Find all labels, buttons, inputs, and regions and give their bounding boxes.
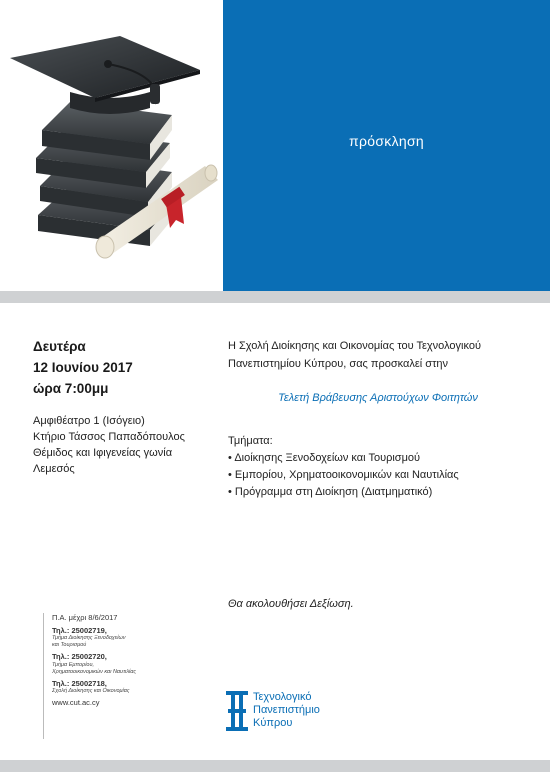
divider-band [0, 291, 550, 303]
venue-line: Θέμιδος και Ιφιγενείας γωνία [33, 447, 173, 459]
event-datetime [33, 336, 133, 399]
department-item: • Πρόγραμμα στη Διοίκηση (Διατμηματικό) [228, 484, 459, 501]
footer-band [0, 760, 550, 772]
logo-text [253, 691, 320, 730]
venue-address [33, 413, 185, 477]
department-item: • Εμπορίου, Χρηματοοικονομικών και Ναυτιλίας [228, 467, 459, 484]
event-time: ώρα 7:00μμ [33, 381, 109, 396]
departments-list [228, 450, 459, 501]
phone-note: Χρηματοοικονομικών και Ναυτιλίας [52, 668, 137, 675]
departments-section [228, 433, 459, 501]
graduation-illustration [0, 0, 223, 291]
phone-note: και Τουρισμού [52, 642, 87, 648]
website-link[interactable]: www.cut.ac.cy [52, 698, 100, 707]
rsvp-line: Π.Α. μέχρι 8/6/2017 [52, 613, 118, 622]
logo-line: Πανεπιστήμιο [253, 704, 320, 716]
venue-line: Λεμεσός [33, 463, 75, 475]
invitation-word: πρόσκληση [349, 133, 424, 149]
cut-logo-icon [226, 691, 248, 731]
department-item: • Διοίκησης Ξενοδοχείων και Τουρισμού [228, 450, 459, 467]
phone-number: Τηλ.: 25002718, [52, 678, 107, 688]
phone-note: Σχολή Διοίκησης και Οικονομίας [52, 688, 130, 694]
graduation-cap-icon [0, 0, 223, 291]
invitation-intro [228, 337, 528, 373]
phone-note: Τμήμα Διοίκησης Ξενοδοχείων [52, 635, 126, 641]
logo-line: Τεχνολογικό [253, 691, 312, 703]
departments-label: Τμήματα: [228, 435, 273, 447]
reception-note: Θα ακολουθήσει Δεξίωση. [228, 598, 354, 610]
ceremony-title: Τελετή Βράβευσης Αριστούχων Φοιτητών [278, 392, 478, 404]
intro-line: Πανεπιστημίου Κύπρου, σας προσκαλεί στην [228, 358, 449, 370]
venue-line: Αμφιθέατρο 1 (Ισόγειο) [33, 415, 145, 427]
phone-number: Τηλ.: 25002720, [52, 652, 107, 661]
phone-note: Τμήμα Εμπορίου, [52, 661, 95, 668]
event-date: 12 Ιουνίου 2017 [33, 360, 133, 375]
phone-number: Τηλ.: 25002719, [52, 625, 107, 635]
university-logo [226, 689, 386, 735]
contact-info [43, 613, 136, 739]
intro-line: Η Σχολή Διοίκησης και Οικονομίας του Τεχνολογικού [228, 340, 481, 352]
header-panel [223, 0, 550, 291]
event-day: Δευτέρα [33, 339, 86, 354]
venue-line: Κτήριο Τάσσος Παπαδόπουλος [33, 431, 185, 443]
logo-line: Κύπρου [253, 717, 293, 729]
